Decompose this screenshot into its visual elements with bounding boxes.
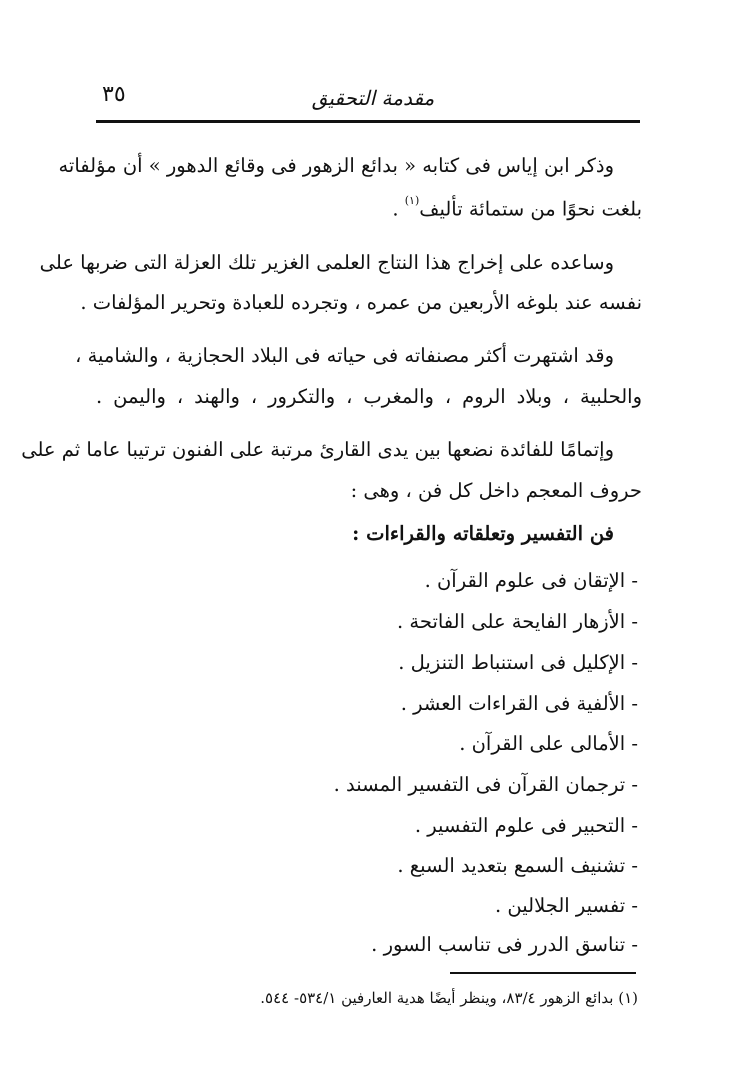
header-rule — [96, 120, 640, 123]
list-item: - الأمالى على القرآن . — [459, 732, 638, 755]
section-heading: فن التفسير وتعلقاته والقراءات : — [352, 522, 614, 545]
list-item: - الإكليل فى استنباط التنزيل . — [398, 651, 638, 674]
paragraph-1-end: . — [392, 197, 405, 221]
list-item: - التحبير فى علوم التفسير . — [414, 814, 638, 837]
footnote-rule — [450, 972, 636, 974]
paragraph-3-line-1: وقد اشتهرت أكثر مصنفاته فى حياته فى البلاد الحجازية ، والشامية ، — [75, 344, 614, 367]
list-item: - تفسير الجلالين . — [495, 894, 638, 917]
list-item: - تناسق الدرر فى تناسب السور . — [371, 933, 638, 956]
paragraph-2-line-1: وساعده على إخراج هذا النتاج العلمى الغزير تلك العزلة التى ضربها على — [39, 251, 614, 274]
paragraph-1-line-2-text: بلغت نحوًا من ستمائة تأليف — [419, 197, 642, 221]
page-number: ٣٥ — [102, 82, 126, 107]
paragraph-4-line-2: حروف المعجم داخل كل فن ، وهى : — [350, 479, 642, 502]
footnote-marker: (١) — [404, 194, 420, 207]
paragraph-1-line-2 — [392, 194, 642, 221]
list-item: - ترجمان القرآن فى التفسير المسند . — [333, 773, 638, 796]
list-item: - الألفية فى القراءات العشر . — [400, 692, 638, 715]
footnote: (١) بدائع الزهور ٨٣/٤، وينظر أيضًا هدية العارفين ٥٣٤/١- ٥٤٤. — [260, 989, 638, 1007]
list-item: - الإتقان فى علوم القرآن . — [424, 569, 638, 592]
paragraph-3-line-2: والحلبية ، وبلاد الروم ، والمغرب ، والتكرور ، والهند ، واليمن . — [96, 385, 642, 408]
paragraph-4-line-1: وإتمامًا للفائدة نضعها بين يدى القارئ مرتبة على الفنون ترتيبا عاما ثم على — [21, 438, 614, 461]
paragraph-2-line-2: نفسه عند بلوغه الأربعين من عمره ، وتجرده للعبادة وتحرير المؤلفات . — [80, 291, 642, 314]
list-item: - تشنيف السمع بتعديد السبع . — [397, 854, 638, 877]
paragraph-1-line-1: وذكر ابن إياس فى كتابه « بدائع الزهور فى وقائع الدهور » أن مؤلفاته — [58, 154, 614, 177]
running-header-title: مقدمة التحقيق — [311, 86, 435, 110]
list-item: - الأزهار الفايحة على الفاتحة . — [397, 610, 638, 633]
